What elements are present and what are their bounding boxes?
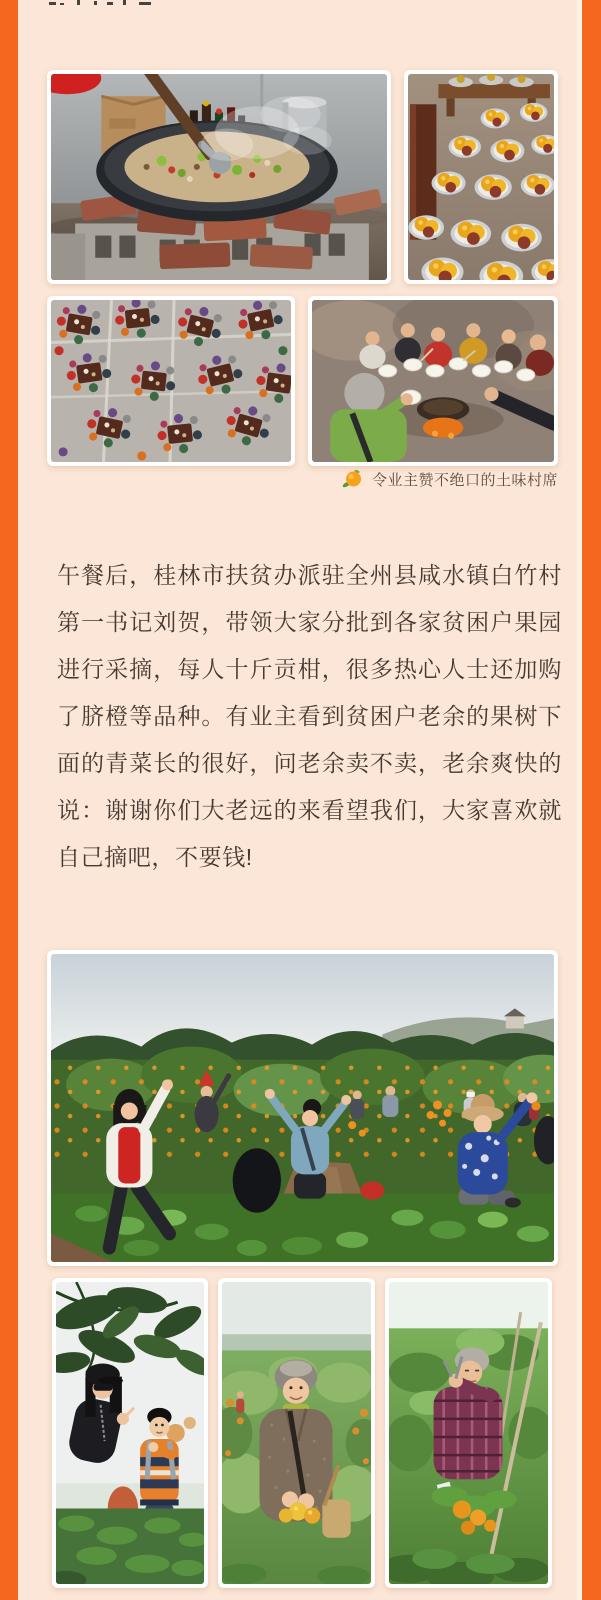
corn-photo-art [408,74,554,280]
wok-photo-art [51,74,387,280]
left-accent-border [0,0,18,1600]
portrait3-photo-art [389,1282,548,1584]
right-accent-border [582,0,601,1600]
elderly-woman-holding-fruit-photo[interactable] [218,1278,375,1588]
orchard-group-posing-photo[interactable] [47,950,558,1266]
toast-photo-art [312,300,554,462]
clipped-heading-fragment [47,0,157,7]
photo-caption-text: 令业主赞不绝口的土味村席 [371,471,558,489]
village-banquet-aerial-photo[interactable] [47,296,295,466]
portrait2-photo-art [222,1282,371,1584]
article-paragraph: 午餐后，桂林市扶贫办派驻全州县咸水镇白竹村第一书记刘贺，带领大家分批到各家贫困户果园进行采摘，每人十斤贡柑，很多热心人士还加购了脐橙等品种。有业主看到贫困户老余的果树下面的青菜长的很好，问老余卖不卖，老余爽快的说：谢谢你们大老远的来看望我们，大家喜欢就自己摘吧，不要钱! [57,562,562,870]
corn-sweet-potato-bowls-photo[interactable] [404,70,558,284]
portrait1-photo-art [56,1282,204,1584]
woman-and-boy-orchard-photo[interactable] [52,1278,208,1588]
villagers-toasting-bowls-photo[interactable] [308,296,558,466]
outdoor-wok-cooking-photo[interactable] [47,70,391,284]
photo-caption [342,468,558,490]
tangerine-icon [342,468,364,490]
elderly-man-picking-fruit-photo[interactable] [385,1278,552,1588]
crowd-photo-art [51,300,291,462]
orchard-photo-art [51,954,554,1262]
